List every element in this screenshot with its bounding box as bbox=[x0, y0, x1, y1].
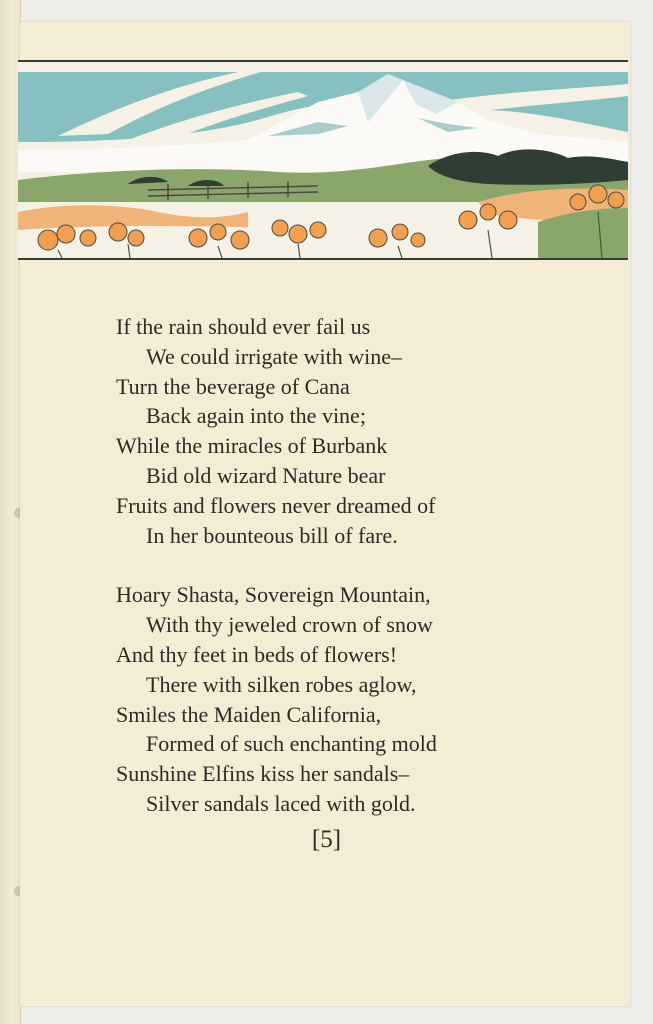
mountain-landscape-illustration bbox=[18, 60, 628, 260]
stanza bbox=[116, 580, 576, 818]
poem-line: And thy feet in beds of flowers! bbox=[116, 641, 398, 667]
poem-line: Fruits and flowers never dreamed of bbox=[116, 492, 436, 518]
poem-text bbox=[116, 312, 576, 819]
poem-line: Hoary Shasta, Sovereign Mountain, bbox=[116, 582, 431, 608]
poem-line: Sunshine Elfins kiss her sandals– bbox=[116, 761, 410, 787]
poem-line: While the miracles of Burbank bbox=[116, 433, 388, 459]
poem-line: There with silken robes aglow, bbox=[146, 671, 417, 697]
poem-line: We could irrigate with wine– bbox=[146, 343, 403, 369]
poem-line: Formed of such enchanting mold bbox=[146, 731, 437, 757]
stanza bbox=[116, 312, 576, 550]
poem-line: Bid old wizard Nature bear bbox=[146, 462, 386, 488]
poem-line: Back again into the vine; bbox=[146, 403, 366, 429]
poem-line: If the rain should ever fail us bbox=[116, 314, 371, 339]
poem-line: With thy jeweled crown of snow bbox=[146, 612, 433, 638]
poem-line: Smiles the Maiden California, bbox=[116, 701, 382, 727]
stanza-break bbox=[116, 550, 576, 580]
poem-line: Silver sandals laced with gold. bbox=[146, 790, 416, 816]
page-number: [5] bbox=[311, 826, 342, 853]
poem-line: In her bounteous bill of fare. bbox=[146, 522, 398, 548]
poem-line: Turn the beverage of Cana bbox=[116, 373, 350, 399]
